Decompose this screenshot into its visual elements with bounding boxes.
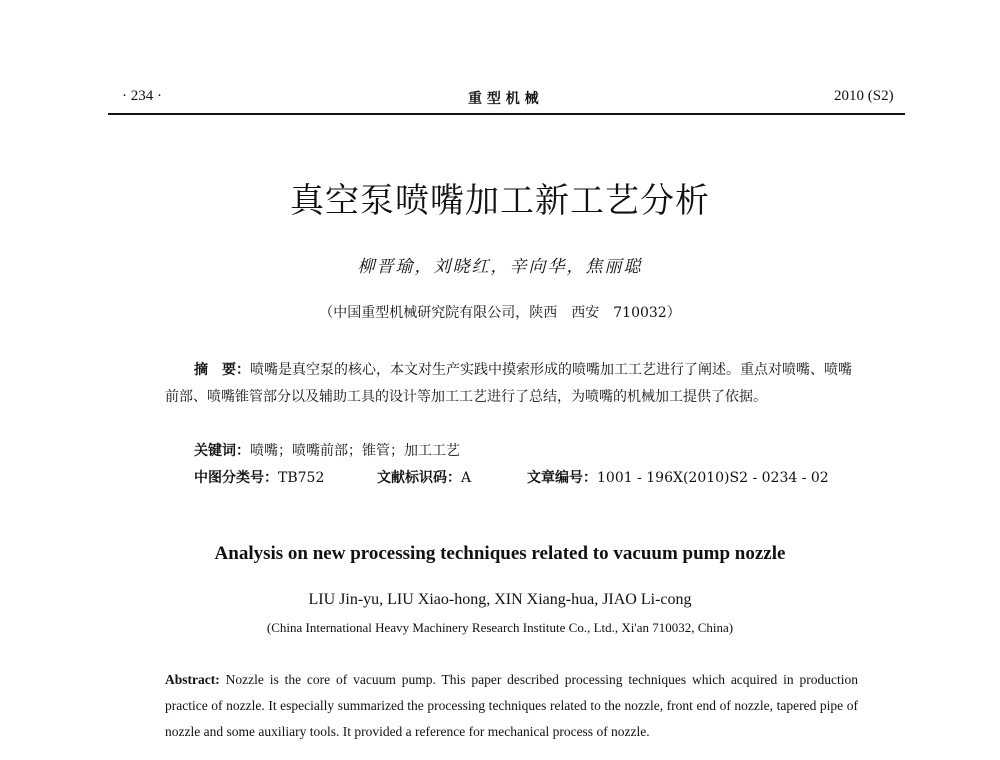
- doc-code: 文献标识码：A: [377, 470, 472, 486]
- keywords-label: 关键词：: [194, 443, 250, 459]
- abstract-cn: [165, 357, 865, 411]
- english-title: Analysis on new processing techniques related to vacuum pump nozzle: [214, 543, 786, 564]
- article-number: 文章编号：1001 - 196X(2010)S2 - 0234 - 02: [527, 470, 829, 486]
- authors: 柳晋瑜，刘晓红，辛向华，焦丽聪: [357, 257, 643, 277]
- english-abstract: [165, 667, 858, 745]
- paper-title: 真空泵喷嘴加工新工艺分析: [290, 181, 710, 221]
- english-authors: LIU Jin-yu, LIU Xiao-hong, XIN Xiang-hua, JIAO Li-cong: [308, 591, 692, 608]
- english-abstract-text: Nozzle is the core of vacuum pump. This paper described processing techniques which acquired in production practice of nozzle. It especially summarized the processing techniques related to the nozzle, front end of nozzle, tapered pipe of nozzle and some auxiliary tools. It provided a reference for mechanical process of nozzle.: [165, 672, 859, 739]
- keywords-text: 喷嘴；喷嘴前部；锥管；加工工艺: [250, 443, 460, 459]
- english-abstract-label: Abstract:: [165, 672, 220, 687]
- english-affiliation: (China International Heavy Machinery Research Institute Co., Ltd., Xi'an 710032, China): [266, 620, 734, 635]
- abstract-cn-label: 摘 要：: [194, 362, 250, 378]
- header-rule: [108, 113, 905, 115]
- page-number: · 234 ·: [122, 88, 162, 104]
- abstract-cn-text: 喷嘴是真空泵的核心，本文对生产实践中摸索形成的喷嘴加工工艺进行了阐述。重点对喷嘴、喷嘴前部、喷嘴锥管部分以及辅助工具的设计等加工工艺进行了总结，为喷嘴的机械加工提供了依据。: [165, 362, 852, 405]
- issue-label: 2010 (S2): [834, 88, 894, 104]
- journal-name: 重 型 机 械: [468, 91, 539, 107]
- clc-code: 中图分类号：TB752: [194, 470, 325, 486]
- keywords: [194, 440, 460, 460]
- affiliation: （中国重型机械研究院有限公司，陕西 西安 710032）: [319, 305, 681, 321]
